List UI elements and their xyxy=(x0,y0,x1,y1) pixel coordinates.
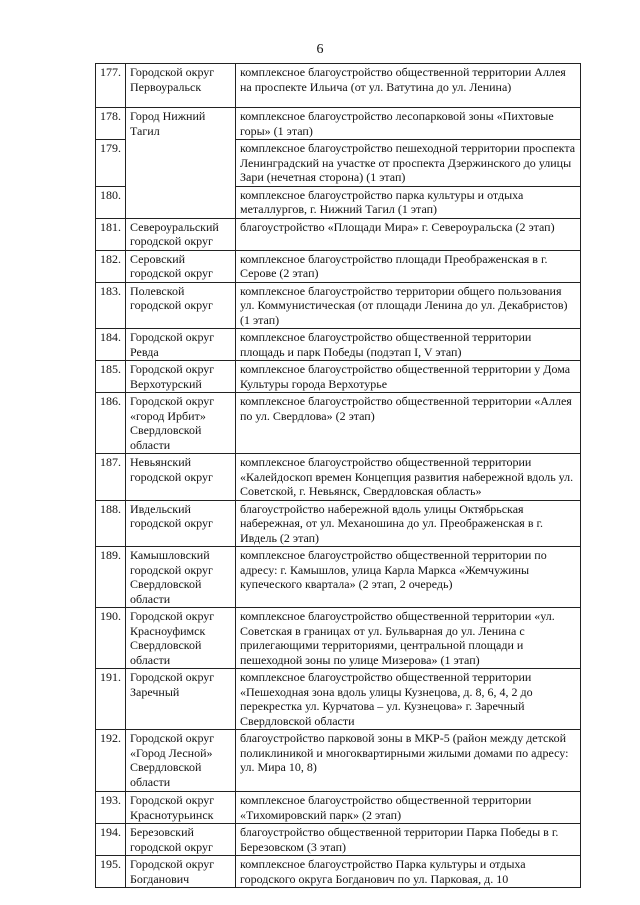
municipality-cell: Ивдельский городской округ xyxy=(126,500,236,547)
project-description-cell: комплексное благоустройство общественной территории площадь и парк Победы (подэтап I, V этап) xyxy=(236,329,581,361)
table-row xyxy=(96,329,581,361)
municipality-cell: Серовский городской округ xyxy=(126,250,236,282)
row-number: 186. xyxy=(96,393,126,454)
row-number: 193. xyxy=(96,792,126,824)
project-description-cell: благоустройство «Площади Мира» г. Североуральска (2 этап) xyxy=(236,218,581,250)
table-row xyxy=(96,393,581,454)
municipality-cell: Город Нижний Тагил xyxy=(126,108,236,219)
project-description-cell: комплексное благоустройство общественной территории «Калейдоскоп времен Концепция развития набережной вдоль ул. Советской, г. Невьянск, Свердловская область» xyxy=(236,454,581,501)
municipality-cell: Березовский городской округ xyxy=(126,824,236,856)
municipality-cell: Городской округ Богданович xyxy=(126,856,236,888)
table-row xyxy=(96,500,581,547)
row-number: 181. xyxy=(96,218,126,250)
municipality-cell: Городской округ Первоуральск xyxy=(126,64,236,108)
project-description-cell: комплексное благоустройство пешеходной территории проспекта Ленинградский на участке от проспекта Дзержинского до улицы Зари (нечетная сторона) (1 этап) xyxy=(236,140,581,187)
row-number: 180. xyxy=(96,186,126,218)
project-description-cell: комплексное благоустройство площади Преображенская в г. Серове (2 этап) xyxy=(236,250,581,282)
territories-table xyxy=(95,63,581,888)
table-row xyxy=(96,856,581,888)
row-number: 185. xyxy=(96,361,126,393)
table-row xyxy=(96,547,581,608)
page-number: 6 xyxy=(316,42,324,57)
row-number: 179. xyxy=(96,140,126,187)
project-description-cell: благоустройство набережной вдоль улицы Октябрьская набережная, от ул. Механошина до ул. Преображенская в г. Ивдель (2 этап) xyxy=(236,500,581,547)
table-row xyxy=(96,64,581,108)
municipality-cell: Полевской городской округ xyxy=(126,282,236,329)
municipality-cell: Городской округ Верхотурский xyxy=(126,361,236,393)
project-description-cell: комплексное благоустройство общественной территории «Пешеходная зона вдоль улицы Кузнецова, д. 8, 6, 4, 2 до перекрестка ул. Курчатова – ул. Кузнецова» г. Заречный Свердловской области xyxy=(236,669,581,730)
table-row xyxy=(96,218,581,250)
row-number: 190. xyxy=(96,608,126,669)
row-number: 184. xyxy=(96,329,126,361)
municipality-cell: Невьянский городской округ xyxy=(126,454,236,501)
table-row xyxy=(96,250,581,282)
municipality-cell: Городской округ «Город Лесной» Свердловской области xyxy=(126,730,236,792)
municipality-cell: Североуральский городской округ xyxy=(126,218,236,250)
project-description-cell: комплексное благоустройство территории общего пользования ул. Коммунистическая (от площади Ленина до ул. Декабристов) (1 этап) xyxy=(236,282,581,329)
row-number: 187. xyxy=(96,454,126,501)
table-row xyxy=(96,730,581,792)
project-description-cell: комплексное благоустройство общественной территории «Тихомировский парк» (2 этап) xyxy=(236,792,581,824)
municipality-cell: Городской округ «город Ирбит» Свердловской области xyxy=(126,393,236,454)
project-description-cell: благоустройство общественной территории Парка Победы в г. Березовском (3 этап) xyxy=(236,824,581,856)
row-number: 195. xyxy=(96,856,126,888)
table-row xyxy=(96,608,581,669)
project-description-cell: комплексное благоустройство лесопарковой зоны «Пихтовые горы» (1 этап) xyxy=(236,108,581,140)
project-description-cell: комплексное благоустройство общественной территории Аллея на проспекте Ильича (от ул. Ватутина до ул. Ленина) xyxy=(236,64,581,108)
project-description-cell: комплексное благоустройство общественной территории «Аллея по ул. Свердлова» (2 этап) xyxy=(236,393,581,454)
row-number: 189. xyxy=(96,547,126,608)
table-row xyxy=(96,824,581,856)
project-description-cell: комплексное благоустройство общественной территории у Дома Культуры города Верхотурье xyxy=(236,361,581,393)
row-number: 183. xyxy=(96,282,126,329)
table-row xyxy=(96,454,581,501)
row-number: 188. xyxy=(96,500,126,547)
row-number: 191. xyxy=(96,669,126,730)
project-description-cell: комплексное благоустройство Парка культуры и отдыха городского округа Богданович по ул. Парковая, д. 10 xyxy=(236,856,581,888)
table-row xyxy=(96,282,581,329)
municipality-cell: Городской округ Красноуфимск Свердловской области xyxy=(126,608,236,669)
municipality-cell: Камышловский городской округ Свердловской области xyxy=(126,547,236,608)
table-row xyxy=(96,792,581,824)
project-description-cell: комплексное благоустройство общественной территории по адресу: г. Камышлов, улица Карла Маркса «Жемчужины купеческого квартала» (2 этап, 2 очередь) xyxy=(236,547,581,608)
table-row xyxy=(96,108,581,140)
project-description-cell: комплексное благоустройство общественной территории «ул. Советская в границах от ул. Бульварная до ул. Ленина с прилегающими территориями, центральной площади и пешеходной зоны по улице Мизерова» (1 этап) xyxy=(236,608,581,669)
row-number: 182. xyxy=(96,250,126,282)
table-row xyxy=(96,361,581,393)
municipality-cell: Городской округ Заречный xyxy=(126,669,236,730)
municipality-cell: Городской округ Краснотурьинск xyxy=(126,792,236,824)
table-row xyxy=(96,669,581,730)
row-number: 178. xyxy=(96,108,126,140)
row-number: 177. xyxy=(96,64,126,108)
row-number: 194. xyxy=(96,824,126,856)
project-description-cell: комплексное благоустройство парка культуры и отдыха металлургов, г. Нижний Тагил (1 этап) xyxy=(236,186,581,218)
municipality-cell: Городской округ Ревда xyxy=(126,329,236,361)
project-description-cell: благоустройство парковой зоны в МКР-5 (район между детской поликлиникой и многоквартирными жилыми домами по адресу: ул. Мира 10, 8) xyxy=(236,730,581,792)
row-number: 192. xyxy=(96,730,126,792)
